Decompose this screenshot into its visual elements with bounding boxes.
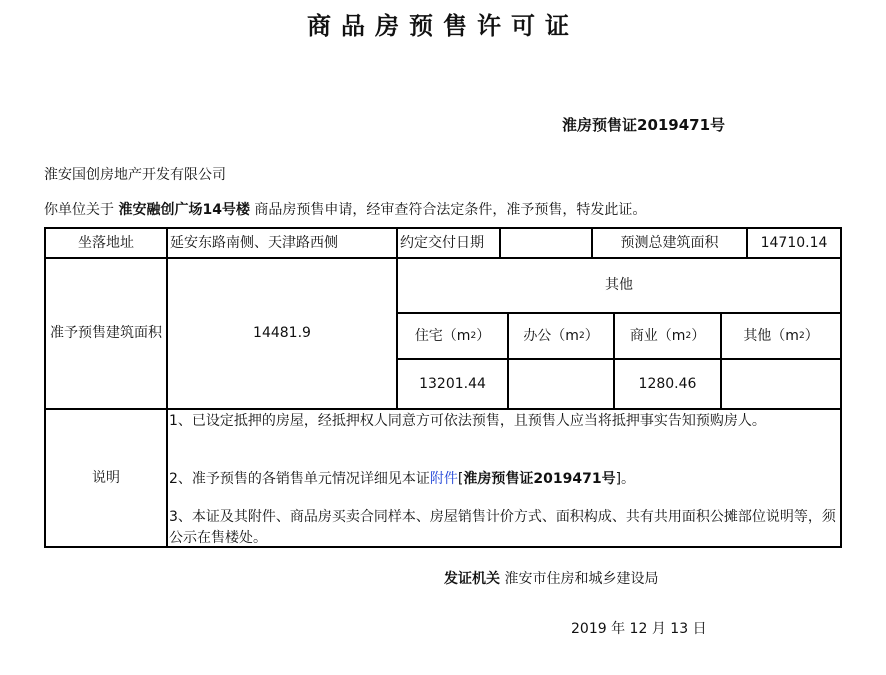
permitted-area-value: 14481.9 <box>253 325 311 341</box>
residential-label <box>398 314 507 358</box>
intro-paragraph <box>44 199 646 219</box>
total-area-label: 预测总建筑面积 <box>620 234 719 251</box>
issue-date <box>571 618 707 638</box>
office-label-text: 办公（m <box>523 327 579 344</box>
issuer-name: 淮安市住房和城乡建设局 <box>504 571 659 587</box>
commercial-label-text: 商业（m <box>629 327 686 344</box>
office-value <box>509 360 613 408</box>
issuer-label: 发证机关 <box>444 571 500 587</box>
permitted-area-label: 准予预售建筑面积 <box>50 325 162 341</box>
unit-close: ） <box>691 327 706 344</box>
delivery-date-value <box>501 229 591 257</box>
date-month: 12 <box>629 621 648 637</box>
unit-superscript: 2 <box>578 330 585 341</box>
unit-close: ） <box>804 327 819 344</box>
commercial-label <box>615 314 720 358</box>
unit-close: ） <box>476 327 491 344</box>
date-year: 2019 <box>571 621 607 637</box>
note-2-bracket: [ <box>457 471 464 487</box>
location-label: 坐落地址 <box>78 234 134 251</box>
note-2-suffix: ]。 <box>615 471 636 487</box>
note-2-prefix: 2、准予预售的各销售单元情况详细见本证 <box>169 471 430 487</box>
intro-prefix: 你单位关于 <box>44 202 114 218</box>
date-day: 13 <box>670 621 689 637</box>
unit-superscript: 2 <box>685 330 692 341</box>
note-1: 1、已设定抵押的房屋，经抵押权人同意方可依法预售，且预售人应当将抵押事实告知预购房人。 <box>169 413 766 429</box>
others-value <box>722 360 840 408</box>
cert-number: 淮房预售证2019471号 <box>562 116 726 134</box>
date-year-unit: 年 <box>611 621 626 637</box>
date-month-unit: 月 <box>651 621 666 637</box>
unit-superscript: 2 <box>798 330 805 341</box>
page-title: 商品房预售许可证 <box>307 12 579 40</box>
residential-value: 13201.44 <box>419 375 486 392</box>
others-label <box>722 314 840 358</box>
residential-label-text: 住宅（m <box>414 327 471 344</box>
location-value: 延安东路南侧、天津路西侧 <box>170 234 338 251</box>
unit-superscript: 2 <box>470 330 477 341</box>
total-area-value: 14710.14 <box>760 234 828 251</box>
note-2 <box>169 469 839 490</box>
date-day-unit: 日 <box>692 621 707 637</box>
intro-suffix: 商品房预售申请，经审查符合法定条件，准予预售，特发此证。 <box>254 202 647 218</box>
delivery-date-label: 约定交付日期 <box>400 234 484 251</box>
unit-close: ） <box>584 327 599 344</box>
issuer <box>444 568 658 588</box>
other-header: 其他 <box>605 277 633 293</box>
note-3: 3、本证及其附件、商品房买卖合同样本、房屋销售计价方式、面积构成、共有共用面积公摊部位说明等，须公示在售楼处。 <box>169 509 836 546</box>
notes-label: 说明 <box>92 469 120 486</box>
attachment-link[interactable]: 附件 <box>429 471 458 487</box>
others-label-text: 其他（m <box>743 327 799 344</box>
company-name: 淮安国创房地产开发有限公司 <box>44 167 226 183</box>
project-name: 淮安融创广场14号楼 <box>118 202 250 218</box>
office-label <box>509 314 613 358</box>
note-2-cert: 淮房预售证2019471号 <box>463 471 616 487</box>
commercial-value: 1280.46 <box>638 375 697 392</box>
